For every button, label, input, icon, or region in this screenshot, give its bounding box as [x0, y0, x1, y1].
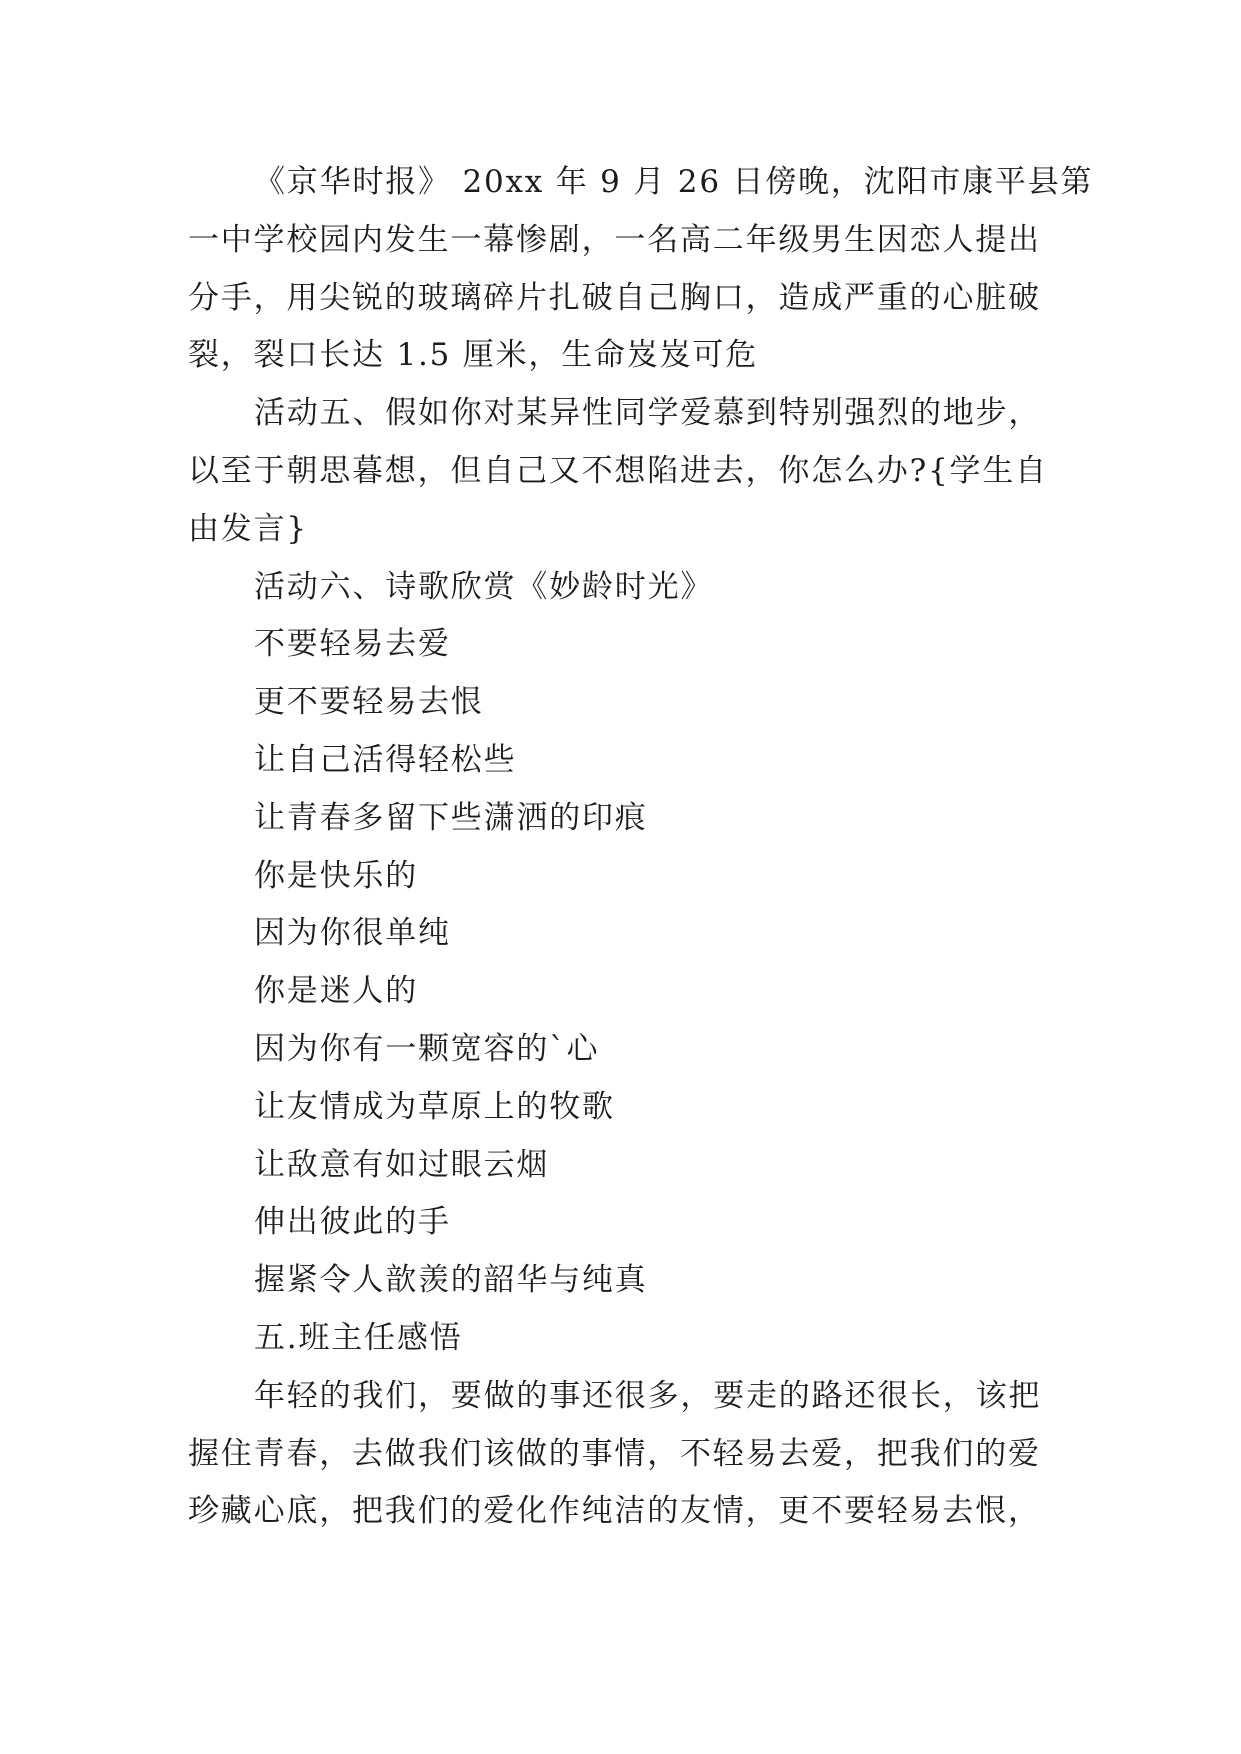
paragraph-line: 以至于朝思暮想，但自己又不想陷进去，你怎么办?{学生自 — [188, 452, 1048, 489]
document-body — [188, 154, 1094, 1541]
poem-line: 握紧令人歆羡的韶华与纯真 — [254, 1262, 648, 1299]
paragraph-line: 分手，用尖锐的玻璃碎片扎破自己胸口，造成严重的心脏破 — [188, 279, 1041, 316]
paragraph-line: 由发言} — [188, 510, 308, 547]
poem-line: 更不要轻易去恨 — [254, 684, 484, 721]
paragraph-line: 一中学校园内发生一幕惨剧，一名高二年级男生因恋人提出 — [188, 221, 1041, 258]
activity6-heading: 活动六、诗歌欣赏《妙龄时光》 — [254, 568, 714, 605]
news-excerpt-paragraph — [188, 154, 1094, 385]
poem-line: 让青春多留下些潇洒的印痕 — [254, 799, 648, 836]
section5 — [188, 1310, 1088, 1541]
poem-line: 让敌意有如过眼云烟 — [254, 1146, 550, 1183]
poem-line: 你是迷人的 — [254, 973, 418, 1010]
paragraph-line: 《京华时报》 20xx 年 9 月 26 日傍晚，沈阳市康平县第 — [254, 164, 1094, 200]
section5-heading: 五.班主任感悟 — [254, 1319, 463, 1356]
poem-line: 不要轻易去爱 — [254, 626, 451, 663]
poem-line: 你是快乐的 — [254, 857, 418, 894]
poem-line: 因为你有一颗宽容的`心 — [254, 1030, 600, 1067]
paragraph-line: 年轻的我们，要做的事还很多，要走的路还很长，该把 — [254, 1377, 1042, 1414]
activity5-paragraph — [188, 385, 1088, 558]
poem-line: 伸出彼此的手 — [254, 1204, 451, 1241]
poem-line: 让自己活得轻松些 — [254, 741, 517, 778]
poem-line: 让友情成为草原上的牧歌 — [254, 1088, 615, 1125]
paragraph-line: 裂，裂口长达 1.5 厘米，生命岌岌可危 — [188, 337, 759, 374]
paragraph-line: 活动五、假如你对某异性同学爱慕到特别强烈的地步， — [254, 395, 1042, 432]
activity6-section — [188, 559, 1088, 1310]
paragraph-line: 握住青春，去做我们该做的事情，不轻易去爱，把我们的爱 — [188, 1435, 1041, 1472]
poem-line: 因为你很单纯 — [254, 915, 451, 952]
paragraph-line: 珍藏心底，把我们的爱化作纯洁的友情，更不要轻易去恨， — [188, 1493, 1041, 1530]
